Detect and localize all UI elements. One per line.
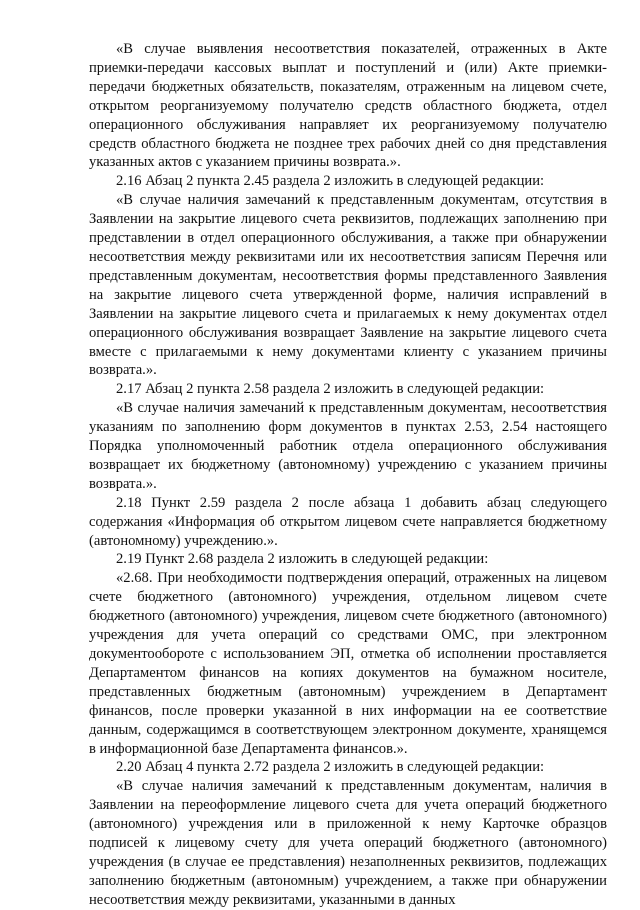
paragraph-reissue-account-clause: «В случае наличия замечаний к представленным документам, наличия в Заявлении на переоформление лицевого счета для учета операций бюджетного (автономного) учреждения или в приложенной к нему Карточке образцов подписей к лицевому счету для учета операций бюджетного (автономного) учреждения (в случае ее представления) незаполненных реквизитов, подлежащих заполнению бюджетным (автономным) учреждением, а также при обнаружении несоответствия между реквизитами, указанными в данных [89, 778, 607, 908]
paragraph-account-closing-clause: «В случае наличия замечаний к представленным документам, отсутствия в Заявлении на закрытие лицевого счета реквизитов, подлежащих заполнению при представлении в отдел операционного обслуживания, а также при обнаружении несоответствия между реквизитами или их несоответствия записям Перечня или представленным документам, несоответствия формы представленного Заявления на закрытие лицевого счета утвержденной форме, наличия исправлений в Заявлении на закрытие лицевого счета и прилагаемых к нему документах отдел операционного обслуживания возвращает Заявление на закрытие лицевого счета вместе с прилагаемыми к нему документами клиенту с указанием причины возврата.». [89, 192, 607, 379]
paragraph-amendment-2-18: 2.18 Пункт 2.59 раздела 2 после абзаца 1 добавить абзац следующего содержания «Информация об открытом лицевом счете направляется бюджетному (автономному) учреждению.». [89, 494, 607, 549]
paragraph-amendment-2-16: 2.16 Абзац 2 пункта 2.45 раздела 2 изложить в следующей редакции: [116, 173, 545, 190]
paragraph-returned-acts-clause: «В случае выявления несоответствия показателей, отраженных в Акте приемки-передачи кассовых выплат и поступлений и (или) Акте приемки-передачи бюджетных обязательств, показателям, отраженным на лицевом счете, открытом реорганизуемому получателю средств областного бюджета, отдел операционного обслуживания направляет их реорганизуемому получателю средств областного бюджета не позднее трех рабочих дней со дня представления указанных актов с указанием причины возврата.». [89, 41, 607, 171]
document-page [89, 40, 607, 910]
paragraph-document-remarks-clause: «В случае наличия замечаний к представленным документам, несоответствия указаниям по заполнению форм документов в пунктах 2.53, 2.54 настоящего Порядка уполномоченный работник отдела операционного обслуживания возвращает их бюджетному (автономному) учреждению с указанием причины возврата.». [89, 400, 607, 492]
paragraph-amendment-2-19: 2.19 Пункт 2.68 раздела 2 изложить в следующей редакции: [116, 551, 489, 568]
paragraph-amendment-2-17: 2.17 Абзац 2 пункта 2.58 раздела 2 изложить в следующей редакции: [116, 381, 545, 398]
paragraph-amendment-2-20: 2.20 Абзац 4 пункта 2.72 раздела 2 изложить в следующей редакции: [116, 759, 545, 776]
paragraph-clause-2-68: «2.68. При необходимости подтверждения операций, отраженных на лицевом счете бюджетного (автономного) учреждения, отдельном лицевом счете бюджетного (автономного) учреждения, лицевом счете бюджетного (автономного) учреждения для учета операций со средствами ОМС, при электронном документообороте с использованием ЭП, отметка об исполнении проставляется Департаментом финансов на копиях документов на бумажном носителе, представленных бюджетным (автономным) учреждением в Департамент финансов, после проверки указанной в них информации на ее соответствие данным, содержащимся в соответствующем электронном документе, хранящемся в информационной базе Департамента финансов.». [89, 570, 607, 757]
